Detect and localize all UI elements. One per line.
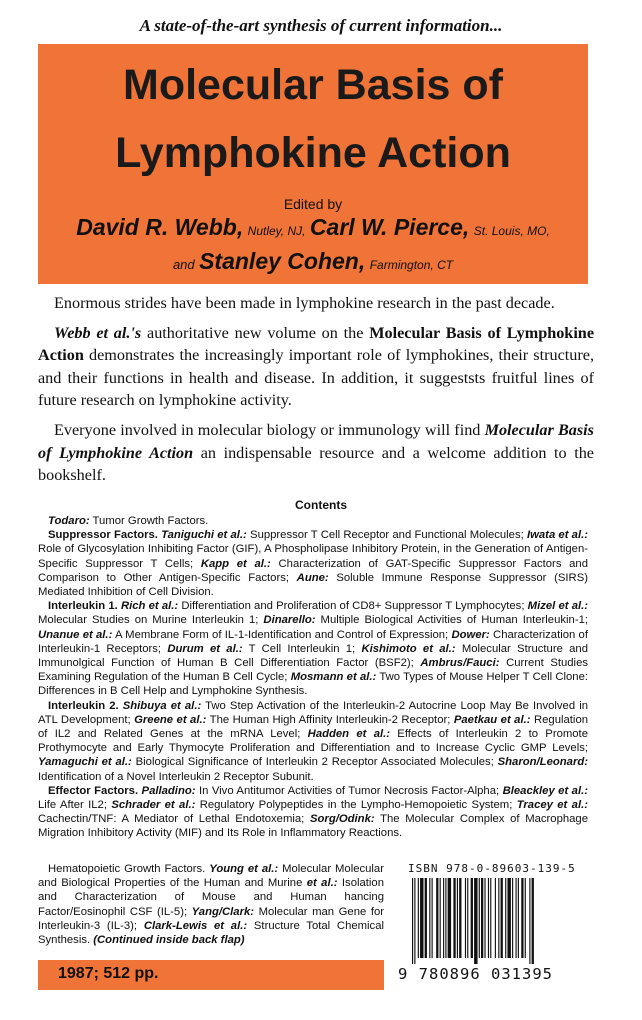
chapter-author: Rich et al.: [120, 600, 179, 613]
chapter-author: (Continued inside back flap) [93, 934, 245, 947]
chapter-author: Palladino: [141, 784, 196, 797]
chapter-author: Dinarello: [263, 614, 316, 627]
chapter-author: Bleackley et al.: [502, 784, 588, 797]
chapter-author: Clark-Lewis et al.: [143, 919, 248, 932]
barcode-bar [412, 878, 413, 964]
chapter-title: Characterization of Interleukin-1 Receptors; [38, 628, 588, 655]
barcode-bar [429, 878, 430, 958]
description-paragraph [38, 322, 594, 412]
chapter-author: Kapp et al.: [200, 557, 271, 570]
tagline: A state-of-the-art synthesis of current information... [139, 16, 503, 35]
barcode-bar [518, 878, 519, 958]
chapter-author: Tracey et al.: [516, 799, 588, 812]
chapter-author: Mizel et al.: [527, 600, 589, 613]
barcode-bar [507, 878, 510, 958]
description-paragraph [38, 419, 594, 487]
barcode-bar [467, 878, 468, 958]
contents-section [38, 862, 384, 947]
barcode-bar [432, 878, 433, 958]
chapter-author: Ambrus/Fauci: [420, 657, 500, 670]
barcode-bar [418, 878, 419, 958]
author-ref: Webb et al.'s [54, 323, 142, 342]
barcode-bar [521, 878, 523, 958]
chapter-author: Yamaguchi et al.: [38, 756, 132, 769]
text: demonstrates the increasingly important role of lymphokines, their structure, and their functions in health and disease. In addition, it suggeststs fruitful lines of future research on lymphokine activity. [38, 346, 594, 410]
chapter-author: Sorg/Odink: [309, 813, 375, 826]
barcode-bar [453, 878, 455, 958]
title-banner [38, 44, 588, 284]
editor-name: Carl W. Pierce, [309, 214, 470, 240]
barcode-bar [525, 878, 526, 958]
chapter-author: Schrader et al.: [111, 799, 196, 812]
chapter-author: Greene et al.: [134, 713, 207, 726]
chapter-author: Taniguchi et al.: [161, 529, 247, 542]
chapter-title: Suppressor T Cell Receptor and Functional Molecules; [246, 529, 527, 542]
section-heading: Interleukin 2. [48, 699, 123, 712]
barcode-bar [516, 878, 517, 958]
chapter-title: Structure Total Chemical Synthesis. [38, 919, 385, 947]
chapter-author: Yang/Clark: [191, 905, 255, 918]
barcode-bar [465, 878, 466, 958]
chapter-title: Two Step Activation of the Interleukin-2 Autocrine Loop May Be Involved in ATL Development; [38, 699, 588, 726]
chapter-author: Sharon/Leonard: [497, 756, 589, 769]
barcode-bar [425, 878, 427, 958]
section-heading: Hematopoietic Growth Factors. [48, 863, 210, 875]
barcode-bar [532, 878, 534, 964]
barcode-bar [459, 878, 461, 958]
contents-section [38, 699, 588, 784]
contents-section [38, 528, 588, 599]
chapter-title: Molecular Molecular and Biological Properties of the Human and Murine [38, 863, 384, 890]
barcode [410, 878, 588, 964]
chapter-author: Shibuya et al.: [122, 699, 202, 712]
chapter-title: Biological Significance of Interleukin 2 Receptor Associated Molecules; [131, 756, 498, 769]
chapter-title: Characterization of GAT-Specific Suppressor Factors and Comparison to Other Antigen-Specific Factors; [38, 557, 589, 584]
chapter-author: Aune: [296, 571, 329, 584]
text: Everyone involved in molecular biology or immunology will find [54, 420, 485, 439]
chapter-title: The Human High Affinity Interleukin-2 Receptor; [206, 713, 454, 726]
barcode-bar [445, 878, 446, 958]
chapter-title: Two Types of Mouse Helper T Cell Clone: Differences in B Cell Help and Lymphokine Synthesis. [38, 671, 588, 698]
barcode-bar [457, 878, 458, 958]
barcode-bar [440, 878, 441, 958]
description-paragraph: Enormous strides have been made in lymphokine research in the past decade. [54, 294, 555, 312]
chapter-title: A Membrane Form of IL-1-Identification and Control of Expression; [112, 628, 452, 641]
barcode-bar [471, 878, 473, 958]
barcode-bar [501, 878, 503, 958]
editor-location: Farmington, CT [369, 258, 454, 272]
chapter-author: Todaro: [48, 515, 90, 527]
chapter-title: Differentiation and Proliferation of CD8+ Suppressor T Lymphocytes; [178, 600, 528, 613]
chapter-title: Soluble Immune Response Suppressor (SIRS) Mediated Inhibition of Cell Division. [38, 571, 588, 599]
chapter-author: Iwata et al.: [526, 529, 588, 542]
book-title-ref: Molecular Basis of Lymphokine Action [38, 420, 594, 462]
chapter-author: Hadden et al.: [307, 728, 391, 741]
section-heading: Interleukin 1. [48, 600, 121, 613]
section-heading: Effector Factors. [48, 784, 142, 797]
barcode-bar [529, 878, 530, 964]
chapter-title: Molecular Structure and Immunolgical Function of Human B Cell Differentiation Factor (BSF2); [38, 642, 588, 670]
isbn: ISBN 978-0-89603-139-5 [408, 862, 576, 875]
contents-section [38, 514, 588, 528]
barcode-bar [474, 878, 477, 964]
chapter-title: Regulatory Polypeptides in the Lympho-Hemopoietic System; [195, 799, 517, 812]
book-title-ref: Molecular Basis of Lymphokine Action [38, 323, 594, 365]
chapter-author: et al.: [306, 877, 338, 890]
chapter-author: Kishimoto et al.: [361, 642, 456, 655]
chapter-title: Isolation and Characterization of Mouse and Human hancing Factor/Eosinophil CSF (IL-5); [38, 877, 384, 918]
barcode-bar [479, 878, 480, 958]
edited-by-label: Edited by [283, 196, 343, 212]
editor-location: Nutley, NJ, [247, 224, 306, 238]
publication-info: 1987; 512 pp. [58, 965, 159, 982]
editors-line-2 [38, 248, 588, 275]
chapter-title: Tumor Growth Factors. [89, 515, 209, 527]
chapter-author: Young et al.: [209, 863, 279, 875]
chapter-author: Paetkau et al.: [453, 713, 531, 726]
barcode-bar [420, 878, 423, 958]
barcode-bar [484, 878, 485, 958]
barcode-bar [512, 878, 513, 958]
book-title-line-1: Molecular Basis of [123, 61, 503, 109]
barcode-bar [448, 878, 451, 958]
chapter-title: Multiple Biological Activities of Human Interleukin-1; [315, 614, 588, 627]
chapter-title: The Molecular Complex of Macrophage Migration Inhibitory Activity (MIF) and Its Role in Inflammatory Reactions. [38, 813, 588, 840]
chapter-author: Unanue et al.: [38, 628, 113, 641]
chapter-title: Role of Glycosylation Inhibiting Factor (GIF), A Phospholipase Inhibitory Protein, in the Generation of Antigen-Specific Suppressor T Cells; [38, 543, 588, 570]
barcode-bar [443, 878, 444, 958]
chapter-title: Identification of a Novel Interleukin 2 Receptor Subunit. [38, 770, 314, 783]
section-heading: Suppressor Factors. [48, 529, 162, 542]
barcode-bar [490, 878, 491, 958]
text: authoritative new volume on the [141, 323, 370, 342]
chapter-title: Effects of Interleukin 2 to Promote Prothymocyte and Early Thymocyte Proliferation and Differentiation and to Increase Cyclic GMP Levels; [38, 728, 588, 755]
barcode-bar [414, 878, 415, 964]
publication-info-box [38, 960, 384, 990]
editor-location: St. Louis, MO, [473, 224, 550, 238]
contents-list-continued [38, 862, 384, 947]
text: an indispensable resource and a welcome addition to the bookshelf. [38, 443, 594, 485]
barcode-bar [481, 878, 483, 958]
barcode-bar [495, 878, 496, 958]
contents-list [38, 514, 588, 841]
chapter-author: Mosmann et al.: [290, 671, 377, 684]
chapter-author: Durum et al.: [167, 642, 243, 655]
barcode-bar [505, 878, 506, 958]
chapter-title: Cachectin/TNF: A Mediator of Lethal Endotoxemia; [38, 813, 310, 826]
chapter-title: In Vivo Antitumor Activities of Tumor Necrosis Factor-Alpha; [195, 784, 503, 797]
editor-name: Stanley Cohen, [199, 248, 366, 274]
barcode-bar [498, 878, 499, 958]
contents-section [38, 599, 588, 698]
contents-section [38, 784, 588, 841]
description [38, 292, 594, 494]
barcode-bar [488, 878, 489, 958]
chapter-title: Regulation of IL2 and Related Genes at the mRNA Level; [38, 713, 589, 741]
chapter-title: Current Studies Examining Regulation of the Human B Cell Cycle; [38, 657, 588, 684]
book-title-line-2: Lymphokine Action [115, 129, 511, 177]
chapter-title: T Cell Interleukin 1; [242, 642, 362, 655]
barcode-number: 9 780896 031395 [398, 965, 553, 983]
editors-line-1 [38, 214, 588, 241]
and-label: and [172, 257, 195, 272]
chapter-title: Molecular man Gene for Interleukin-3 (IL-3); [38, 905, 385, 932]
chapter-author: Dower: [451, 628, 490, 641]
barcode-bar [436, 878, 438, 958]
chapter-title: Molecular Studies on Murine Interleukin 1; [38, 614, 264, 627]
editor-name: David R. Webb, [76, 214, 244, 240]
contents-heading: Contents [295, 498, 347, 512]
chapter-title: Life After IL2; [38, 799, 112, 812]
